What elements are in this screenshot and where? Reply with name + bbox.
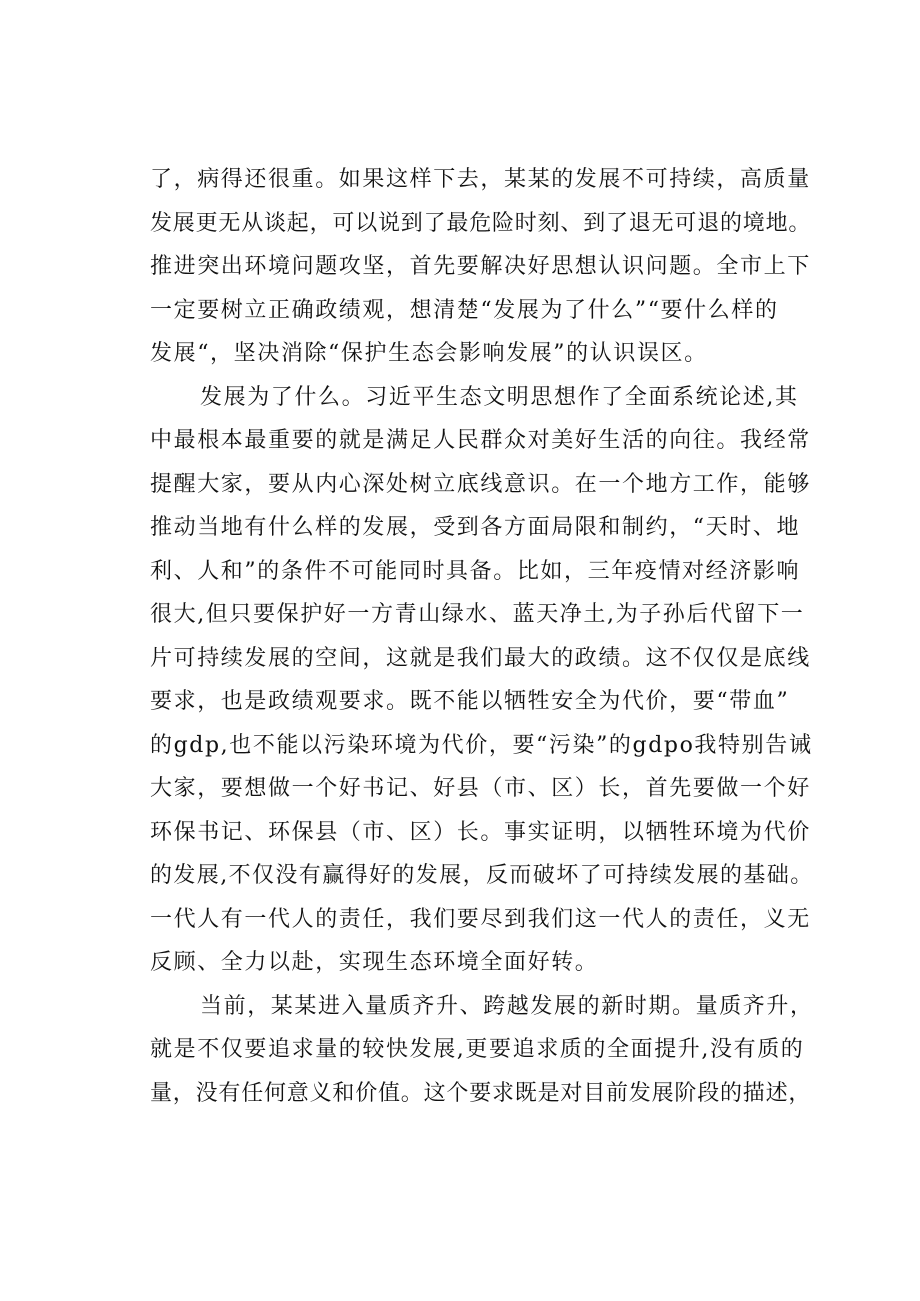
text-line: 利、人和”的条件不可能同时具备。比如，三年疫情对经济影响 bbox=[150, 558, 801, 584]
text-line: 环保书记、环保县（市、区）长。事实证明，以牺牲环境为代价 bbox=[150, 819, 811, 845]
text-line: 中最根本最重要的就是满足人民群众对美好生活的向往。我经常 bbox=[150, 428, 811, 453]
text-line: 一代人有一代人的责任，我们要尽到我们这一代人的责任，义无 bbox=[150, 906, 811, 932]
text-line: 大家，要想做一个好书记、好县（市、区）长，首先要做一个好 bbox=[150, 776, 811, 801]
text-line: 一定要树立正确政绩观，想清楚“发展为了什么”“要什么样的 bbox=[150, 297, 779, 323]
text-line: 提醒大家，要从内心深处树立底线意识。在一个地方工作，能够 bbox=[150, 471, 811, 497]
text-line: 推进突出环境问题攻坚，首先要解决好思想认识问题。全市上下 bbox=[150, 254, 811, 279]
text-line: 推动当地有什么样的发展，受到各方面局限和制约，“天时、地 bbox=[150, 515, 801, 540]
text-line: 就是不仅要追求量的较快发展,更要追求质的全面提升,没有质的 bbox=[150, 1037, 805, 1062]
text-line: 反顾、全力以赴，实现生态环境全面好转。 bbox=[150, 950, 599, 975]
text-line: 片可持续发展的空间，这就是我们最大的政绩。这不仅仅是底线 bbox=[150, 645, 811, 671]
text-line: 发展“，坚决消除“保护生态会影响发展”的认识误区。 bbox=[150, 341, 708, 366]
text-line: 很大,但只要保护好一方青山绿水、蓝天净土,为子孙后代留下一 bbox=[150, 602, 805, 627]
document-body bbox=[150, 158, 814, 1115]
paragraph-start-line: 当前，某某进入量质齐升、跨越发展的新时期。量质齐升， bbox=[200, 993, 814, 1019]
text-line: 的gdp,也不能以污染环境为代价，要“污染”的gdpo我特别告诫 bbox=[150, 732, 813, 758]
text-line: 发展更无从谈起，可以说到了最危险时刻、到了退无可退的境地。 bbox=[150, 210, 812, 236]
text-line: 的发展,不仅没有赢得好的发展，反而破坏了可持续发展的基础。 bbox=[150, 863, 814, 888]
text-line: 了，病得还很重。如果这样下去，某某的发展不可持续，高质量 bbox=[150, 167, 811, 192]
text-line: 量，没有任何意义和价值。这个要求既是对目前发展阶段的描述， bbox=[150, 1080, 812, 1106]
paragraph-start-line: 发展为了什么。习近平生态文明思想作了全面系统论述,其 bbox=[200, 384, 799, 410]
text-line: 要求，也是政绩观要求。既不能以牺牲安全为代价，要“带血” bbox=[150, 689, 790, 714]
